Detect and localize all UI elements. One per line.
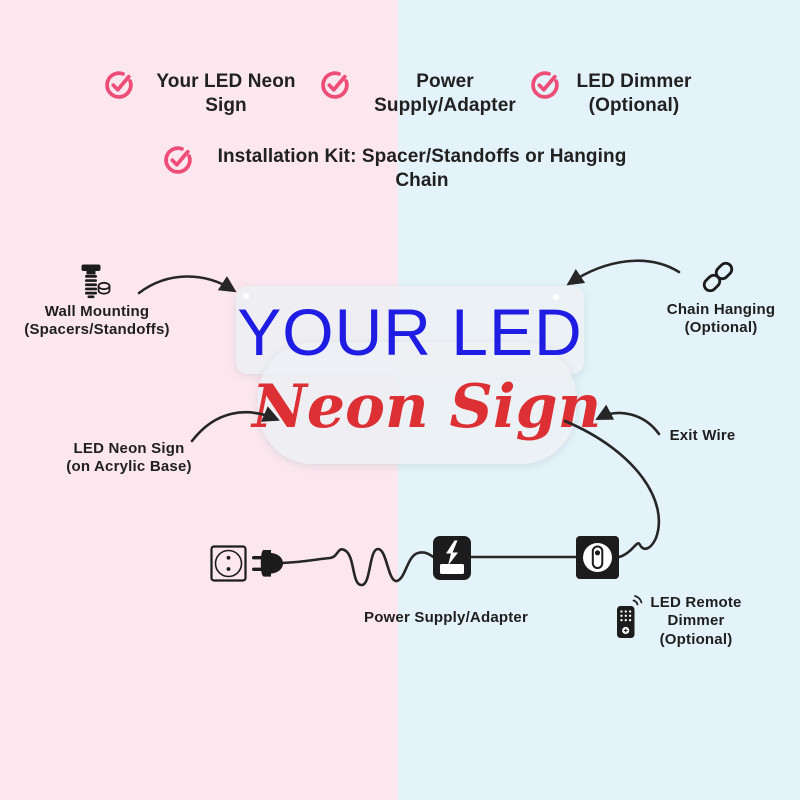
check-circle-icon	[320, 70, 350, 100]
callout-line: Dimmer	[667, 612, 725, 630]
callout-line: LED Remote	[650, 594, 742, 611]
checklist-label-line: Sign	[205, 95, 247, 117]
checklist-label-line: LED Dimmer	[576, 71, 692, 92]
callout-line: (Spacers/Standoffs)	[24, 321, 170, 339]
callout-line: Chain Hanging	[666, 301, 776, 318]
checklist-label-line: Supply/Adapter	[374, 95, 516, 117]
led-remote-dimmer-label	[645, 594, 747, 649]
callout-line: LED Neon Sign	[73, 440, 185, 457]
checklist-item-neon-sign	[104, 70, 310, 119]
checklist-item-power-supply	[320, 70, 534, 119]
neon-sign-subtitle: Neon Sign	[252, 372, 602, 442]
callout-line: (on Acrylic Base)	[66, 458, 192, 476]
neon-sign-title: YOUR LED	[237, 295, 583, 369]
checklist-label-line: Your LED Neon	[156, 71, 296, 92]
led-neon-sign-label	[40, 440, 218, 477]
checklist-item-dimmer	[530, 70, 700, 119]
checklist-label-line: Power	[416, 71, 474, 92]
checklist-label-line: Chain	[395, 170, 449, 192]
checklist-label	[142, 70, 310, 119]
chain-hanging-label	[640, 301, 800, 338]
checklist-label	[568, 70, 700, 119]
callout-line: Power Supply/Adapter	[363, 609, 529, 626]
checklist-label	[201, 145, 643, 194]
wall-mounting-label	[17, 303, 177, 340]
checklist-item-installation-kit	[163, 145, 643, 194]
callout-line: (Optional)	[684, 319, 758, 337]
check-circle-icon	[104, 70, 134, 100]
callout-line: (Optional)	[659, 630, 733, 648]
callout-line: Exit Wire	[669, 427, 736, 444]
checklist-label-line: Installation Kit: Spacer/Standoffs or Hanging	[217, 146, 627, 167]
check-circle-icon	[163, 145, 193, 175]
callout-line: Wall Mounting	[44, 303, 150, 320]
exit-wire-label	[655, 427, 750, 445]
checklist-label	[356, 70, 534, 119]
checklist-label-line: (Optional)	[588, 95, 680, 117]
check-circle-icon	[530, 70, 560, 100]
power-supply-label	[340, 609, 552, 627]
